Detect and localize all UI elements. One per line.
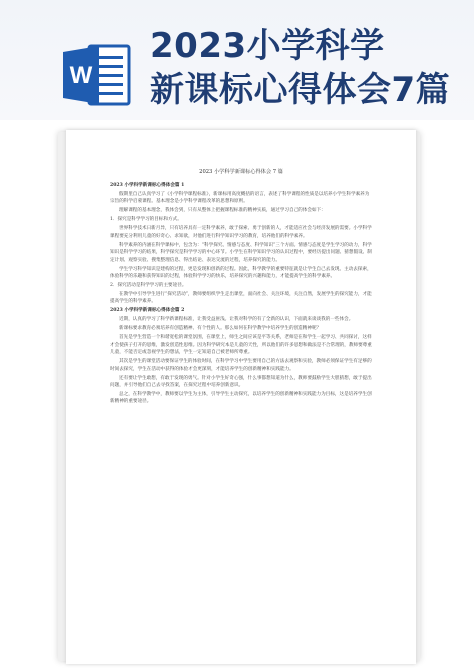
- title-line-1: 2023小学科学: [150, 26, 385, 66]
- paragraph: 还有要让学生敢想，有敢于发现的勇气。针对小学生好奇心强，什么事都想知道为什么，教师要鼓励学生大胆猜想，敢于提出问题，并引导他们自己去寻找答案，在探究过程中培养创新意识。: [110, 375, 372, 389]
- document-page: [66, 130, 416, 664]
- paragraph: 首先是学生营造一个和谐宽松的课堂氛围，在课堂上，师生之间应该是平等关系，老师是在和学生一起学习、共同探讨，这样才会使孩子打开的思维，激发创造性思维。因为科学研究本是儿童的天性，所以他们的许多思想和做法是不合常理的，教师要尊重儿童，不能否定或忽视学生的想法，学生一定知道自己被老师所尊重。: [110, 335, 372, 356]
- svg-text:W: W: [69, 62, 93, 89]
- paragraph: 2．探究活动是科学学习的主要途径。: [110, 283, 187, 289]
- paragraph: 总之，在科学教学中，教师要以学生为主体，引导学生主动探究，以培养学生的创新精神和实践能力为目标，这是培养学生创新精神的重要途径。: [110, 392, 372, 405]
- section-heading: 2023 小学科学新课标心得体会篇 2: [110, 308, 185, 314]
- document-heading: 2023 小学科学新课标心得体会 7 篇: [199, 169, 283, 175]
- paragraph: 近期，认真的学习了科学新课程标准，让我受益匪浅。让我对科学的有了全新的认识，下面就来谈谈我的一些体会。: [119, 317, 354, 323]
- paragraph: 在教学中引导学生进行“探究活动”，教师要组织学生走出课堂，面向社会、关注环境，关注自然，发展学生的探究能力，才能提高学生的科学素养。: [110, 292, 372, 305]
- section-heading: 2023 小学科学新课标心得体会篇 1: [110, 183, 185, 188]
- paragraph: 新课标要求教育必须培养有创造精神、有个性的人。那么如何在科学教学中培养学生的创造精神呢？: [119, 326, 322, 332]
- paragraph: 其次是学生的课堂活动要保证学生的体验时间，在科学学习中学生要用自己的方法去观察和实验，教师必须保证学生有足够的时间去探究，学生在活动中获得的体验才会更深刻，才能培养学生的创新精神和实践能力。: [110, 359, 372, 372]
- paragraph: 理解课程的基本理念，我体会到，只有从整体上把握课程标准的精神实质，通过学习自己的体会如下：: [119, 208, 326, 214]
- paragraph: 1．探究是科学学习的目标和方式。: [110, 217, 182, 223]
- page-title: [150, 24, 470, 112]
- document-body: [110, 182, 372, 407]
- word-document-icon: [63, 42, 133, 108]
- paragraph: 世界科学技术日新月异，只有培养具有一定科学素养，敢于探索、勇于创新的人，才能适应社会与经济发展的需要。小学科学课程要充分利用儿童的好奇心、求知欲，对他们进行科学知识学习的教育，培养他们的科学素养。: [110, 226, 372, 239]
- paragraph: 科学素养的内涵在科学课标中，包含为：“科学探究、情感与态度、科学知识”三个方面。情感与态度是学生学习的动力，科学知识是科学学习的结果，科学探究是科学学习的中心环节。小学生在科学知识学习的认识过程中，要经历提出问题、猜想假设、制定计划、观察实验、搜集整理信息、得出结论、表达交流的过程，培养探究的能力。: [110, 242, 372, 263]
- paragraph: 假期里自己认真学习了《小学科学课程标准》，新课标用高度概括的语言，表述了科学课程的性质是以培养小学生科学素养为宗旨的科学启蒙课程。基本理念是小学科学课程改革的思想和原则。: [110, 192, 370, 205]
- paragraph: 学生学习科学知识是建构的过程，更是发现和创新的过程。因此，科学教学的重要特征就是让学生自己去发现、主动去探索，体验科学的乐趣和获得知识的过程，体验科学学习的快乐，培养探究的兴趣和能力，才能提高学生的科学素养。: [110, 266, 372, 280]
- title-line-2: 新课标心得体会7篇: [150, 70, 451, 110]
